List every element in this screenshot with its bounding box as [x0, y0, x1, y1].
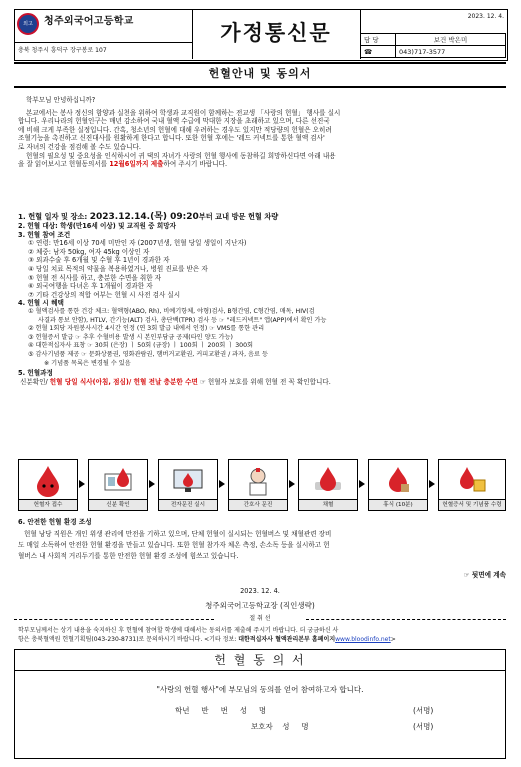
section-5-title: 5. 헌혈과정: [18, 369, 53, 378]
list-item: ③ 헌혈증서 발급 ☞ 추후 수혈비용 발생 시 본인부담금 공제(타인 양도 가능): [28, 333, 233, 341]
step-nurse-interview: [228, 459, 288, 511]
list-item: ④ 대한적십자사 표창 ☞ 30회 (은장) ㅣ 50회 (금장) ㅣ 100회 ㅣ 200회 ㅣ 300회: [28, 342, 253, 350]
section-6-title: 6. 안전한 헌혈 환경 조성: [18, 518, 92, 526]
step-label: 신분 확인: [89, 499, 147, 510]
section-6: [18, 518, 508, 562]
list-item: ① 혈액검사를 통한 건강 체크: 혈액형(ABO, Rh), 비예기항체, 야형)검사, B형간염, C형간염, 매독, HIV(검: [28, 307, 315, 315]
section-4-title: 4. 헌혈 시 혜택: [18, 299, 64, 308]
section-1: [18, 212, 508, 222]
notice-line: [18, 635, 508, 644]
intro-line: 본교에서는 봉사 정신의 함양과 실천을 위하여 학생과 교직원이 함께하는 전교생 「사랑의 헌혈」 행사를 실시: [26, 108, 341, 117]
list-item: ② 체중: 남자 50kg, 여자 45kg 이상인 자: [28, 247, 150, 256]
intro: [18, 96, 508, 169]
principal: 청주외국어고등학교장 (직인생략): [205, 601, 315, 610]
list-item: ⑦ 기타 건강상의 적합 여부는 헌혈 시 사전 검사 실시: [28, 290, 181, 299]
step-label: 채혈: [299, 499, 357, 510]
list-item: ③ 외과수술 후 6개월 및 수혈 후 1년이 경과한 자: [28, 256, 170, 265]
consent-box: [14, 649, 506, 759]
step-label: 헌혈자 접수: [19, 499, 77, 510]
continue-note: ☞ 뒷면에 계속: [463, 571, 506, 579]
section-6-line: 혈버스 내 사회적 거리두기를 통한 안전한 헌혈 환경 조성에 힘쓰고 있습니다.: [18, 551, 239, 560]
id-card-icon: [101, 464, 135, 498]
list-item: 사결과 통보 안함), HTLV, 간기능(ALT) 검사, 총단백(TPR) 검사 등 ☞ "레드커넥트" 앱(APP)에서 확인 가능: [38, 316, 327, 324]
nurse-icon: [241, 464, 275, 498]
section-1-label: 1. 헌혈 일자 및 장소:: [18, 212, 90, 221]
list-item: ※ 기념품 목록은 변경될 수 있음: [44, 359, 131, 367]
page-title: 가정통신문: [220, 21, 332, 45]
resting-drop-icon: [381, 464, 415, 498]
section-4-list: [18, 308, 508, 368]
section-3-list: [18, 239, 508, 299]
section-3-title: 3. 헌혈 참여 조건: [18, 230, 71, 239]
issue-date: 2023. 12. 4.: [467, 13, 504, 20]
subtitle: 헌혈안내 및 동의서: [208, 67, 312, 80]
step-rest: [368, 459, 428, 511]
gift-icon: [455, 464, 489, 498]
intro-line: 에 비해 크게 부족한 실정입니다. 간혹, 청소년의 헌혈에 대해 우려하는 경우도 있지만 적당량의 헌혈은 오히려: [18, 125, 332, 134]
list-item: ⑤ 감사기념품 제공 ☞ 문화상품권, 영화관람권, 햄버거교환권, 커피교환권 / 과자, 음료 등: [28, 350, 268, 358]
list-item: ② 헌혈 1회당 자원봉사시간 4시간 인정 (연 3회 발급 내에서 인정) ☞ VMS를 통한 관리: [28, 325, 265, 333]
school-logo: [17, 13, 39, 35]
guardian-signature[interactable]: (서명): [413, 722, 434, 731]
section-6-line: 도 매일 소독하여 안전한 헌혈 환경을 만들고 있습니다. 또한 헌혈 참가자 체온 측정, 손소독 등을 실시하고 헌: [18, 540, 330, 549]
list-item: ④ 당일 치료 목적의 약물을 복용하였거나, 병원 진료를 받은 자: [28, 264, 208, 273]
section-5-text: 신분확인/: [20, 377, 50, 386]
sections: [18, 212, 508, 386]
notice-line: 학부모님께서는 상기 내용을 숙지하신 후 헌혈에 참여할 학생에 대해서는 동의서를 제출해 주시기 바랍니다. 더 궁금하신 사: [18, 627, 339, 634]
intro-deadline-line: [18, 160, 508, 169]
dept-value: 보건 박은미: [396, 34, 506, 46]
cut-line-label: 절 취 선: [249, 615, 271, 622]
tel-value: 043)717-3577: [396, 46, 506, 58]
school-name: 청주외국어고등학교: [44, 16, 134, 27]
section-5-note: [18, 378, 508, 387]
section-1-suffix: 부터 교내 방문 헌혈 차량: [198, 212, 279, 221]
step-label: 휴식 (10분): [369, 499, 427, 510]
school-address: 충북 청주시 흥덕구 장구봉로 107: [18, 47, 107, 54]
intro-line: 조혈기능을 촉진하고 신진대사를 원활하게 한다고 합니다. 또한 헌혈 후에는 '레드 커넥트를 통한 혈액 검사': [18, 134, 325, 143]
step-label: 간호사 문진: [229, 499, 287, 510]
tel-label: ☎: [361, 46, 396, 58]
deadline: 12월6일까지 제출: [109, 160, 164, 169]
intro-text: 을 잘 읽어보시고 헌혈동의서를: [18, 160, 110, 169]
footer-date: 2023. 12. 4.: [240, 587, 280, 595]
notice-text: 항은 충북혈액원 헌혈기획팀(043-230-8731)로 문의하시기 바랍니다. <기타 정보:: [18, 636, 239, 643]
section-6-line: 헌혈 낭당 직원은 개인 위생 관리에 만전을 기하고 있으며, 단체 헌혈이 실시되는 헌혈버스 및 채혈관련 장비: [24, 529, 332, 538]
logo-text: 외고: [23, 21, 33, 27]
student-signature[interactable]: (서명): [413, 706, 434, 715]
guardian-field-label: 보호자 성 명: [251, 722, 309, 731]
section-1-value: 2023.12.14.(목) 09:20: [89, 212, 199, 222]
step-register: [18, 459, 78, 511]
list-item: ⑤ 헌혈 전 식사를 하고, 충분한 수면을 취한 자: [28, 273, 162, 282]
student-field-label: 학년 반 번 성 명: [175, 706, 267, 715]
list-item: ⑥ 외국여행을 다녀온 후 1개월이 경과한 자: [28, 282, 153, 291]
notice: [18, 626, 508, 644]
section-2: 2. 헌혈 대상: 학생(만16세 이상) 및 교직원 중 희망자: [18, 222, 176, 230]
blood-drop-icon: [33, 464, 63, 498]
section-5-text: ☞ 헌혈자 보호를 위해 헌혈 전 꼭 확인합니다.: [197, 377, 331, 386]
intro-text: 하여 주시기 바랍니다.: [163, 160, 228, 169]
dept-label: 담 당: [361, 34, 396, 46]
step-id-check: [88, 459, 148, 511]
step-blood-draw: [298, 459, 358, 511]
notice-text: 대한적십자사 혈액관리본부 홈페이지: [238, 636, 336, 643]
greeting: 학부모님 안녕하십니까?: [26, 96, 96, 104]
bloodinfo-link[interactable]: www.bloodinfo.net: [335, 636, 391, 643]
blood-bag-icon: [311, 464, 345, 498]
intro-line: 로 자녀의 건강을 점검해 볼 수도 있습니다.: [18, 142, 141, 151]
list-item: ① 연령: 만16세 이상 70세 미만인 자 (2007년생, 헌혈 당일 생일이 지난자): [28, 239, 247, 248]
step-label: 헌혈증서 및 기념품 수령: [439, 499, 505, 510]
section-5-warning: 헌혈 당일 식사(아침, 점심)/ 헌혈 전날 충분한 수면: [49, 377, 198, 386]
step-certificate: [438, 459, 506, 511]
step-label: 전자문진 실시: [159, 499, 217, 510]
consent-statement: "사랑의 헌혈 행사"에 부모님의 동의를 얻어 참여하고자 합니다.: [156, 685, 364, 694]
intro-line: 합니다. 우리나라의 헌혈인구는 매년 감소하여 국내 혈액 수급에 막대한 지장을 초래하고 있으며, 다른 선진국: [18, 117, 330, 126]
monitor-icon: [171, 464, 205, 498]
notice-text: >: [390, 636, 396, 643]
intro-line: 헌혈의 필요성 및 중요성을 인식하시어 귀 댁의 자녀가 사랑의 헌혈 행사에 동참하길 희망하신다면 아래 내용: [26, 151, 336, 160]
consent-title: 헌 혈 동 의 서: [15, 650, 505, 671]
step-questionnaire: [158, 459, 218, 511]
contact-table: [360, 33, 506, 58]
